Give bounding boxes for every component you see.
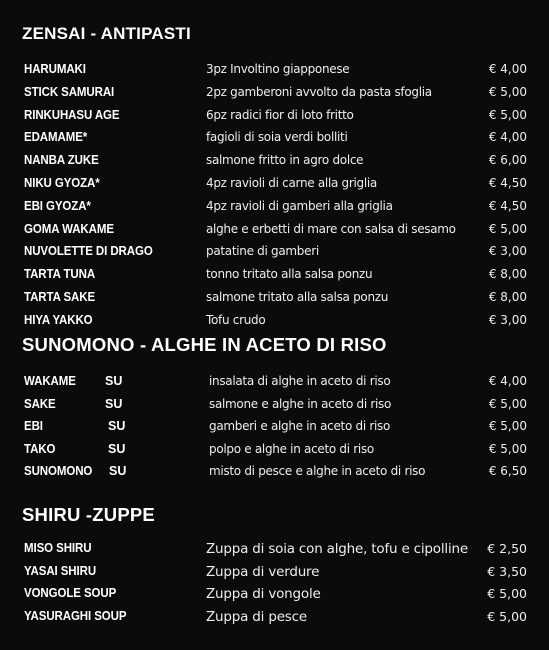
menu-item-description: 4pz ravioli di gamberi alla griglia — [206, 198, 393, 213]
menu-item — [0, 586, 549, 609]
menu-item-name: STICK SAMURAI — [24, 84, 115, 99]
menu-item-description: Zuppa di pesce — [206, 608, 307, 625]
section-title-shiru: SHIRU -ZUPPE — [22, 504, 155, 525]
menu-item — [0, 609, 549, 632]
menu-item-price: € 6,00 — [488, 153, 527, 168]
menu-item — [0, 290, 549, 313]
menu-item-description: fagioli di soia verdi bolliti — [206, 130, 348, 145]
menu-item-name: WAKAME — [24, 374, 76, 388]
menu-item — [0, 374, 549, 397]
menu-item-name: YASAI SHIRU — [24, 563, 97, 578]
menu-item-price: € 3,50 — [487, 563, 527, 579]
menu-item-price: € 5,00 — [488, 221, 527, 236]
menu-item-price: € 5,00 — [488, 84, 527, 99]
section-title-sunomono: SUNOMONO - ALGHE IN ACETO DI RISO — [22, 334, 387, 355]
menu-item — [0, 176, 549, 199]
menu-item-price: € 4,00 — [488, 374, 527, 388]
menu-item-description: patatine di gamberi — [206, 244, 319, 259]
menu-item — [0, 541, 549, 564]
menu-item-name: MISO SHIRU — [24, 541, 92, 555]
menu-item-price: € 5,00 — [487, 586, 527, 602]
menu-item — [0, 267, 549, 290]
menu-item-price: € 4,50 — [488, 198, 527, 213]
menu-item-price: € 6,50 — [488, 464, 527, 478]
menu-item-su: SU — [105, 396, 123, 411]
menu-item-description: Tofu crudo — [206, 312, 266, 327]
menu-item-price: € 3,00 — [488, 312, 527, 327]
menu-item-su: SU — [105, 374, 123, 388]
menu-item-name: NANBA ZUKE — [24, 153, 99, 168]
menu-item-description: salmone e alghe in aceto di riso — [209, 396, 392, 411]
menu-item — [0, 108, 549, 131]
menu-item-description: Zuppa di verdure — [206, 563, 320, 580]
menu-item-name: HIYA YAKKO — [24, 312, 93, 327]
menu-item-price: € 2,50 — [487, 541, 527, 556]
menu-item-name: YASURAGHI SOUP — [24, 608, 127, 623]
menu-item — [0, 313, 549, 336]
menu-item-description: tonno tritato alla salsa ponzu — [206, 267, 373, 282]
menu-item — [0, 442, 549, 465]
menu-item-description: 2pz gamberoni avvolto da pasta sfoglia — [206, 84, 432, 99]
menu-item-description: gamberi e alghe in aceto di riso — [209, 419, 391, 433]
menu-item-description: salmone fritto in agro dolce — [206, 153, 364, 168]
menu-item-name: NIKU GYOZA* — [24, 176, 100, 190]
menu-item-description: misto di pesce e alghe in aceto di riso — [209, 464, 426, 478]
menu-item-name: TAKO — [24, 441, 56, 456]
menu-item — [0, 464, 549, 487]
menu-item-price: € 5,00 — [488, 419, 527, 433]
menu-item — [0, 564, 549, 587]
menu-item-name: TARTA SAKE — [24, 290, 96, 304]
menu-item-description: salmone tritato alla salsa ponzu — [206, 290, 389, 304]
menu-item-description: 6pz radici fior di loto fritto — [206, 107, 354, 122]
menu-item-name: VONGOLE SOUP — [24, 586, 117, 601]
menu-item-name: EBI GYOZA* — [24, 198, 91, 213]
menu-item-price: € 5,00 — [488, 396, 527, 411]
menu-item-description: Zuppa di soia con alghe, tofu e cipolline — [206, 541, 468, 557]
menu-item — [0, 419, 549, 442]
menu-item-su: SU — [108, 419, 126, 433]
menu-item-price: € 5,00 — [488, 441, 527, 456]
menu-item-description: alghe e erbetti di mare con salsa di sesamo — [206, 221, 456, 236]
menu-item-description: 3pz Involtino giapponese — [206, 62, 350, 76]
menu-item-description: 4pz ravioli di carne alla griglia — [206, 176, 377, 190]
menu-item-name: GOMA WAKAME — [24, 221, 114, 236]
menu-item-description: insalata di alghe in aceto di riso — [209, 374, 391, 388]
menu-item-name: RINKUHASU AGE — [24, 107, 120, 122]
menu-item-price: € 3,00 — [488, 244, 527, 259]
menu-item-name: NUVOLETTE DI DRAGO — [24, 244, 153, 259]
menu-item — [0, 153, 549, 176]
menu-item-name: HARUMAKI — [24, 62, 86, 76]
menu-item-su: SU — [109, 464, 127, 478]
menu-item-price: € 8,00 — [488, 267, 527, 282]
menu-item-name: SAKE — [24, 396, 56, 411]
menu-item — [0, 199, 549, 222]
section-title-zensai: ZENSAI - ANTIPASTI — [22, 24, 191, 43]
menu-item-description: polpo e alghe in aceto di riso — [209, 441, 374, 456]
menu-item-name: EDAMAME* — [24, 130, 88, 145]
menu-item-price: € 4,00 — [488, 62, 527, 76]
menu-item-price: € 5,00 — [487, 608, 527, 624]
menu-item-name: TARTA TUNA — [24, 267, 96, 282]
menu-item-description: Zuppa di vongole — [206, 586, 321, 603]
menu-item-name: SUNOMONO — [24, 464, 93, 478]
menu-item-price: € 8,00 — [488, 290, 527, 304]
menu-item — [0, 130, 549, 153]
menu-item-su: SU — [108, 441, 126, 456]
menu-item — [0, 85, 549, 108]
menu-item-price: € 5,00 — [488, 107, 527, 122]
menu-item — [0, 244, 549, 267]
menu-item-price: € 4,00 — [488, 130, 527, 145]
menu-item — [0, 397, 549, 420]
menu-item — [0, 62, 549, 85]
menu-item-price: € 4,50 — [488, 176, 527, 190]
menu-item — [0, 222, 549, 245]
menu-item-name: EBI — [24, 419, 43, 433]
